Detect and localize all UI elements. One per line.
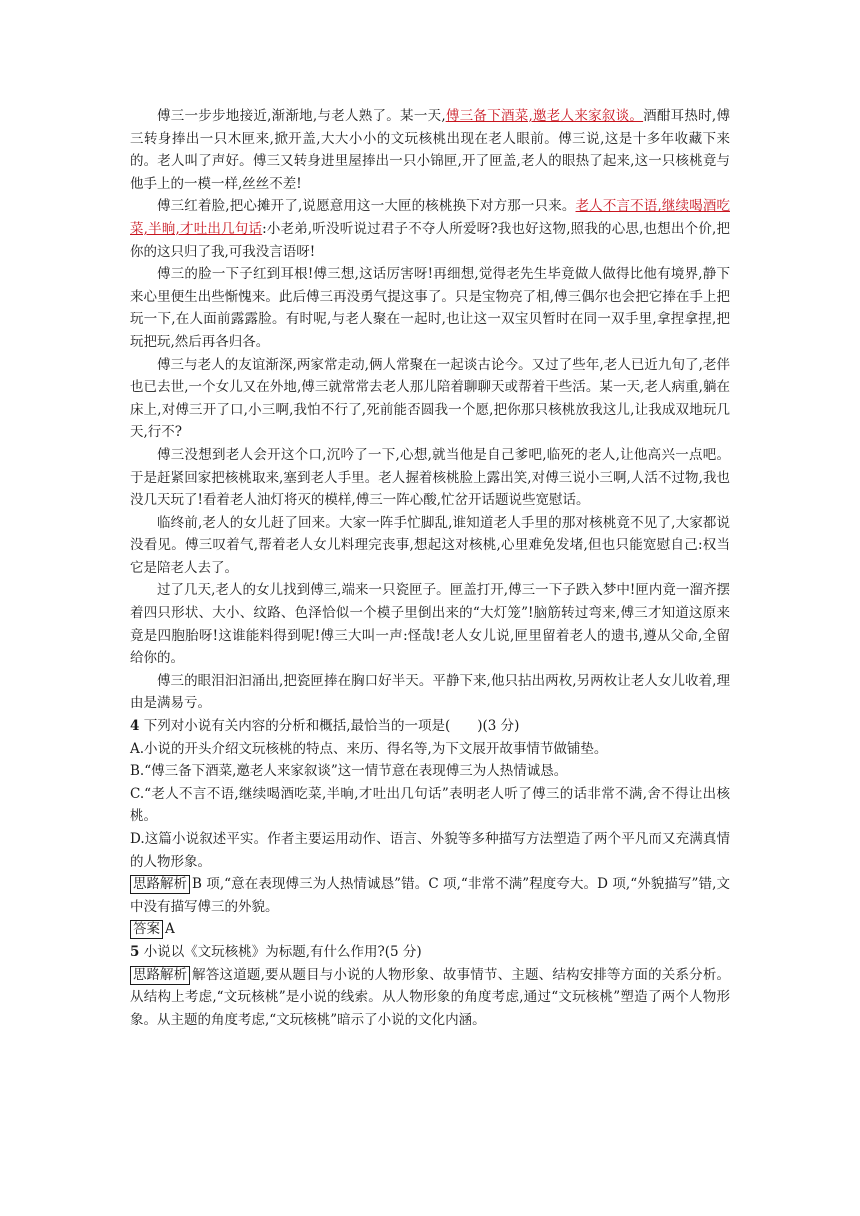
paragraph-5: 傅三没想到老人会开这个口,沉吟了一下,心想,就当他是自己爹吧,临死的老人,让他高兴一点吧。于是赶紧回家把核桃取来,塞到老人手里。老人握着核桃脸上露出笑,对傅三说小三啊,人活不过物,我也没几天玩了!看着老人油灯将灭的模样,傅三一阵心酸,忙岔开话题说些宽慰话。 xyxy=(130,446,730,509)
document-page xyxy=(130,105,730,1031)
question-5-stem: 5 小说以《文玩核桃》为标题,有什么作用?(5 分) xyxy=(130,943,422,960)
question-5 xyxy=(130,941,730,1031)
paragraph-4: 傅三与老人的友谊渐深,两家常走动,俩人常聚在一起谈古论今。又过了些年,老人已近九旬了,老伴也已去世,一个女儿又在外地,傅三就常常去老人那儿陪着聊聊天或帮着干些活。某一天,老人病重,躺在床上,对傅三开了口,小三啊,我怕不行了,死前能否圆我一个愿,把你那只核桃放我这儿,让我成双地玩几天,行不? xyxy=(130,356,730,441)
paragraph-2: 傅三红着脸,把心摊开了,说愿意用这一大匣的核桃换下对方那一只来。老人不言不语,继续喝酒吃菜,半晌,才吐出几句话:小老弟,听没听说过君子不夺人所爱呀?我也好这物,照我的心思,也想出个价,把你的这只归了我,可我没言语呀! xyxy=(130,198,730,260)
paragraph-7: 过了几天,老人的女儿找到傅三,端来一只瓷匣子。匣盖打开,傅三一下子跌入梦中!匣内竟一溜齐摆着四只形状、大小、纹路、色泽恰似一个模子里倒出来的“大灯笼”!脑筋转过弯来,傅三才知道这原来竟是四胞胎呀!这谁能料得到呢!傅三大叫一声:怪哉!老人女儿说,匣里留着老人的遗书,遵从父命,全留给你的。 xyxy=(130,582,730,667)
question-4-analysis: 思路解析 B 项,“意在表现傅三为人热情诚恳”错。C 项,“非常不满”程度夸大。D 项,“外貌描写”错,文中没有描写傅三的外貌。 xyxy=(130,876,730,915)
question-4-answer: 答案 A xyxy=(130,918,730,941)
answer-label: 答案 xyxy=(130,920,163,939)
question-5-analysis: 思路解析 解答这道题,要从题目与小说的人物形象、故事情节、主题、结构安排等方面的关系分析。从结构上考虑,“文玩核桃”是小说的线索。从人物形象的角度考虑,通过“文玩核桃”塑造了两个人物形象。从主题的角度考虑,“文玩核桃”暗示了小说的文化内涵。 xyxy=(130,966,730,1028)
highlighted-sentence: 傅三备下酒菜,邀老人来家叙谈。 xyxy=(445,108,644,124)
analysis-label: 思路解析 xyxy=(130,966,190,985)
paragraph-6: 临终前,老人的女儿赶了回来。大家一阵手忙脚乱,谁知道老人手里的那对核桃竟不见了,大家都说没看见。傅三叹着气,帮着老人女儿料理完丧事,想起这对核桃,心里难免发堵,但也只能宽慰自己:权当它是陪老人去了。 xyxy=(130,514,730,576)
passage xyxy=(130,105,730,715)
question-4-option-c: C.“老人不言不语,继续喝酒吃菜,半晌,才吐出几句话”表明老人听了傅三的话非常不满,舍不得让出核桃。 xyxy=(130,785,730,825)
question-4 xyxy=(130,715,730,941)
question-4-option-d: D.这篇小说叙述平实。作者主要运用动作、语言、外貌等多种描写方法塑造了两个平凡而又充满真情的人物形象。 xyxy=(130,831,730,870)
paragraph-1: 傅三一步步地接近,渐渐地,与老人熟了。某一天,傅三备下酒菜,邀老人来家叙谈。酒酣耳热时,傅三转身捧出一只木匣来,掀开盖,大大小小的文玩核桃出现在老人眼前。傅三说,这是十多年收藏下来的。老人叫了声好。傅三又转身进里屋捧出一只小锦匣,开了匣盖,老人的眼热了起来,这一只核桃竟与他手上的一模一样,丝丝不差! xyxy=(130,108,730,192)
analysis-label: 思路解析 xyxy=(130,875,190,894)
paragraph-8: 傅三的眼泪汩汩涌出,把瓷匣捧在胸口好半天。平静下来,他只拈出两枚,另两枚让老人女儿收着,理由是满易亏。 xyxy=(130,672,730,712)
paragraph-3: 傅三的脸一下子红到耳根!傅三想,这话厉害呀!再细想,觉得老先生毕竟做人做得比他有境界,静下来心里便生出些惭愧来。此后傅三再没勇气提这事了。只是宝物亮了相,傅三偶尔也会把它捧在手上把玩一下,在人面前露露脸。有时呢,与老人聚在一起时,也让这一双宝贝暂时在同一双手里,拿捏拿捏,把玩把玩,然后再各归各。 xyxy=(130,266,730,350)
question-4-option-b: B.“傅三备下酒菜,邀老人来家叙谈”这一情节意在表现傅三为人热情诚恳。 xyxy=(130,763,568,780)
highlighted-sentence: 老人不言不语,继续喝酒吃菜,半晌,才吐出几句话 xyxy=(130,198,730,237)
question-4-stem: 4 下列对小说有关内容的分析和概括,最恰当的一项是( )(3 分) xyxy=(130,718,520,735)
question-4-option-a: A.小说的开头介绍文玩核桃的特点、来历、得名等,为下文展开故事情节做铺垫。 xyxy=(130,740,608,757)
